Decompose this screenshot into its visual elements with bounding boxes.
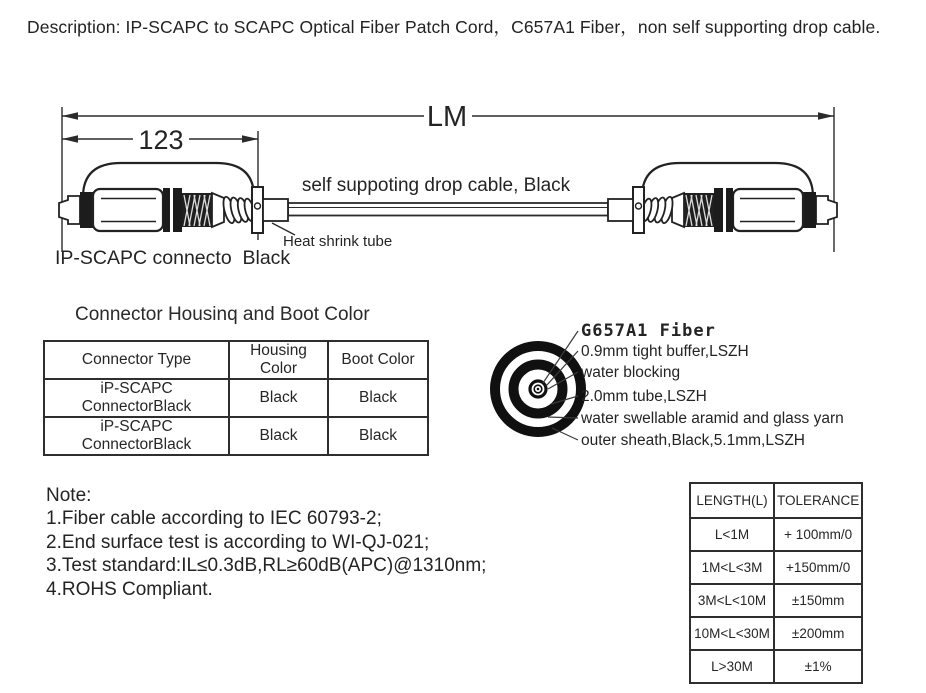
drop-cable xyxy=(288,203,608,216)
cell-tolerance: ±200mm xyxy=(774,617,862,650)
cable-layers xyxy=(495,346,581,432)
cell-housing-color: Black xyxy=(229,379,328,417)
cell-length: 10M<L<30M xyxy=(690,617,774,650)
dim-lm-label: LM xyxy=(426,101,468,133)
flange xyxy=(252,187,263,233)
cell-boot-color: Black xyxy=(328,379,428,417)
tolerance-table xyxy=(689,482,863,684)
knurled-nut xyxy=(182,193,212,227)
patch-cord-drawing xyxy=(0,85,926,290)
connector-label: IP-SCAPC connecto Black xyxy=(55,247,291,269)
notes-title: Note: xyxy=(46,485,92,506)
arrow-left-icon xyxy=(62,112,78,120)
col-header: Boot Color xyxy=(328,341,428,379)
note-item: 2.End surface test is according to WI-QJ-021; xyxy=(46,531,430,553)
dimension-123 xyxy=(62,125,258,155)
col-header: Housing Color xyxy=(229,341,328,379)
cell-connector-type: iP-SCAPC ConnectorBlack xyxy=(44,379,229,417)
cell-tolerance: ±1% xyxy=(774,650,862,683)
cell-length: 1M<L<3M xyxy=(690,551,774,584)
col-header-tolerance: TOLERANCE xyxy=(774,483,862,518)
notes-block xyxy=(46,484,486,601)
cable-label: self suppoting drop cable, Black xyxy=(301,175,571,196)
cell-housing-color: Black xyxy=(229,417,328,455)
table-row xyxy=(44,379,428,417)
callout-aramid-yarn: water swellable aramid and glass yarn xyxy=(581,410,844,427)
cell-tolerance: +150mm/0 xyxy=(774,551,862,584)
fiber-section-title: G657A1 Fiber xyxy=(581,321,716,341)
heat-shrink-tube xyxy=(263,199,288,221)
callout-outer-sheath: outer sheath,Black,5.1mm,LSZH xyxy=(581,432,805,449)
table-row xyxy=(690,518,862,551)
table-row xyxy=(44,417,428,455)
note-item: 3.Test standard:IL≤0.3dB,RL≥60dB(APC)@1310nm; xyxy=(46,555,487,577)
callout-water-blocking: water blocking xyxy=(581,364,681,381)
arrow-left-icon xyxy=(62,135,78,143)
description-text: Description: IP-SCAPC to SCAPC Optical Fiber Patch Cord，C657A1 Fiber，non self supporting drop cable. xyxy=(27,17,881,37)
note-item: 4.ROHS Compliant. xyxy=(46,578,213,600)
cell-connector-type: iP-SCAPC ConnectorBlack xyxy=(44,417,229,455)
fiber-cross-section xyxy=(470,315,926,465)
ip-scapc-connector-right xyxy=(608,163,837,233)
band xyxy=(80,192,93,228)
fiber-core xyxy=(537,388,540,391)
cell-boot-color: Black xyxy=(328,417,428,455)
housing xyxy=(93,189,163,231)
table-header-row xyxy=(690,483,862,518)
callout-labels xyxy=(580,343,844,449)
callout-buffer: 0.9mm tight buffer,LSZH xyxy=(581,343,749,360)
cell-length: 3M<L<10M xyxy=(690,584,774,617)
col-header: Connector Type xyxy=(44,341,229,379)
cell-tolerance: + 100mm/0 xyxy=(774,518,862,551)
ip-scapc-connector xyxy=(59,163,288,233)
col-header-length: LENGTH(L) xyxy=(690,483,774,518)
table-row xyxy=(690,584,862,617)
cell-length: L<1M xyxy=(690,518,774,551)
cell-length: L>30M xyxy=(690,650,774,683)
arrow-right-icon xyxy=(818,112,834,120)
table-row xyxy=(690,551,862,584)
dim-123-label: 123 xyxy=(138,125,184,155)
cell-tolerance: ±150mm xyxy=(774,584,862,617)
note-item: 1.Fiber cable according to IEC 60793-2; xyxy=(46,508,382,530)
heat-shrink-label: Heat shrink tube xyxy=(283,233,393,250)
arrow-right-icon xyxy=(242,135,258,143)
connector-color-table xyxy=(43,340,429,456)
table-row xyxy=(690,650,862,683)
callout-tube: 2.0mm tube,LSZH xyxy=(581,388,707,405)
connector-table-title: Connector Housinq and Boot Color xyxy=(75,304,370,325)
table-header-row xyxy=(44,341,428,379)
table-row xyxy=(690,617,862,650)
